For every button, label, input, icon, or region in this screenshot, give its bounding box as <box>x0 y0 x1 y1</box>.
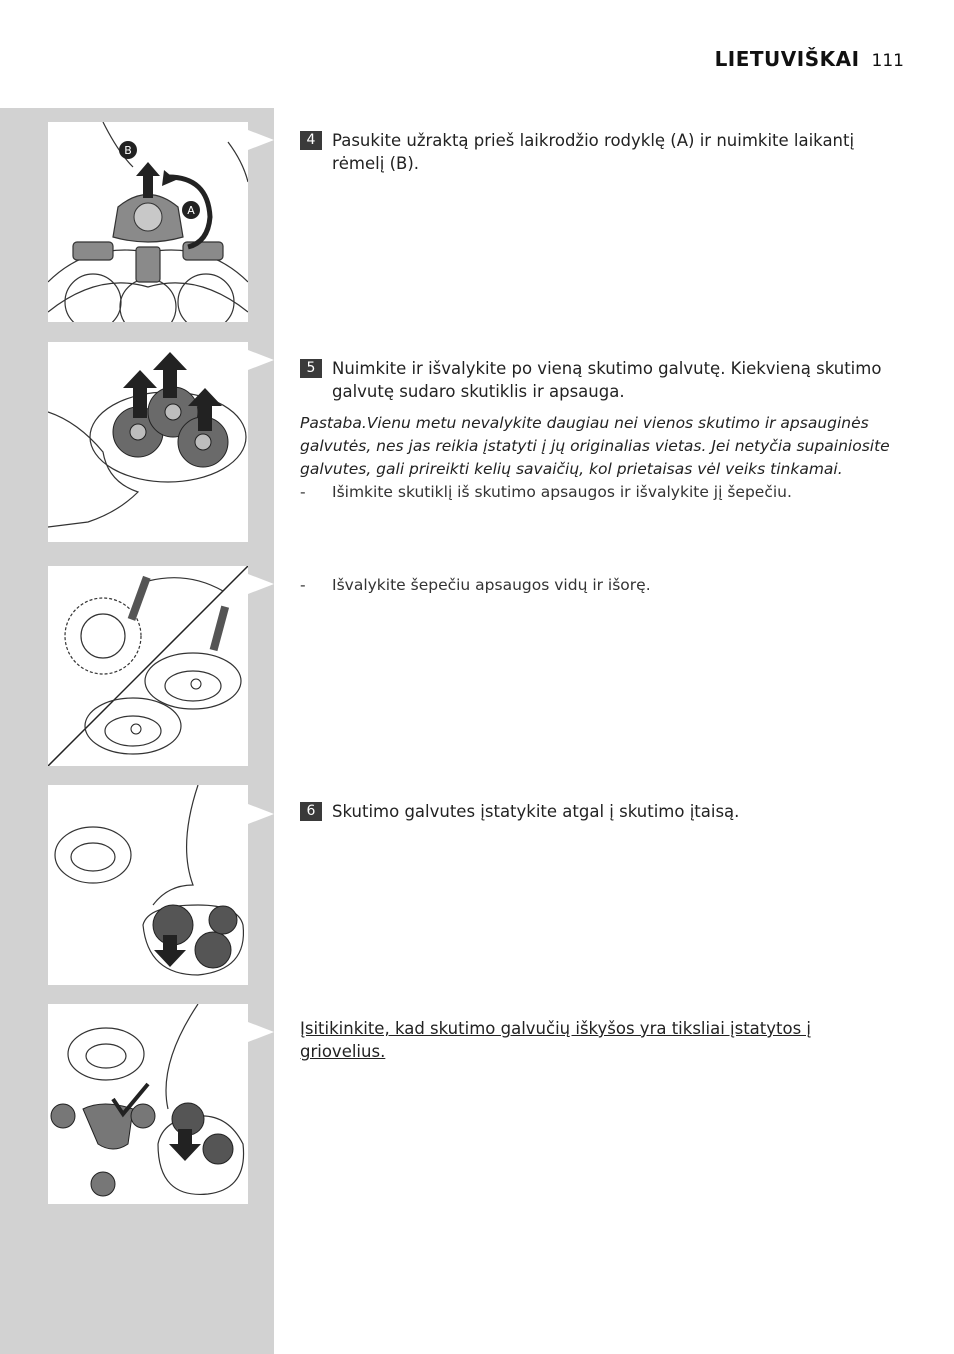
language-title: LIETUVIŠKAI <box>714 47 860 71</box>
step-6-block <box>300 800 900 823</box>
figure-remove-heads <box>48 342 248 542</box>
bullet-marker: - <box>300 576 306 594</box>
step-number: 6 <box>300 802 322 821</box>
page-number: 111 <box>871 51 904 71</box>
bullet-marker: - <box>300 483 306 501</box>
bullet-item <box>300 481 900 504</box>
label-a: A <box>187 204 195 217</box>
note-text: Pastaba.Vienu metu nevalykite daugiau nei vienos skutimo ir apsauginės galvutės, nes jas reikia įstatyti į jų originalias vietas. Jei netyčia supainiosite galvutes, gali prireikti kelių savaičių, kol prietaisas vėl veiks tinkamai. <box>300 414 890 478</box>
step-5-block <box>300 357 900 504</box>
figure-reinsert-heads <box>48 785 248 985</box>
shaver-retaining-frame-illustration <box>48 122 248 322</box>
label-b: B <box>124 144 132 157</box>
figure-pointer <box>248 804 274 824</box>
figure-pointer <box>248 130 274 150</box>
step-6 <box>300 800 900 823</box>
bullet-text: Išvalykite šepečiu apsaugos vidų ir išorę. <box>332 576 651 594</box>
bullet-text: Išimkite skutiklį iš skutimo apsaugos ir išvalykite jį šepečiu. <box>332 483 792 501</box>
check-projections-illustration <box>48 1004 248 1204</box>
figure-pointer <box>248 350 274 370</box>
figure-unlock-retaining-frame <box>48 122 248 322</box>
step-text: Skutimo galvutes įstatykite atgal į skutimo įtaisą. <box>332 802 740 821</box>
step-4-block <box>300 129 900 175</box>
figure-pointer <box>248 574 274 594</box>
step-number: 4 <box>300 131 322 150</box>
remove-shaving-heads-illustration <box>48 342 248 542</box>
step-4 <box>300 129 900 175</box>
reinsert-heads-illustration <box>48 785 248 985</box>
step-text: Nuimkite ir išvalykite po vieną skutimo galvutę. Kiekvieną skutimo galvutę sudaro skutiklis ir apsauga. <box>332 359 882 401</box>
step-number: 5 <box>300 359 322 378</box>
figure-brush-clean <box>48 566 248 766</box>
bullet-item <box>300 574 900 597</box>
final-note-block <box>300 1017 900 1063</box>
page-header <box>715 47 904 71</box>
brush-cleaning-illustration <box>48 566 248 766</box>
bullet-block <box>300 574 900 597</box>
final-note: Įsitikinkite, kad skutimo galvučių iškyšos yra tiksliai įstatytos į griovelius. <box>300 1019 812 1061</box>
figure-pointer <box>248 1022 274 1042</box>
figure-check-projections <box>48 1004 248 1204</box>
step-5 <box>300 357 900 403</box>
step-text: Pasukite užraktą prieš laikrodžio rodyklę (A) ir nuimkite laikantį rėmelį (B). <box>332 131 855 173</box>
